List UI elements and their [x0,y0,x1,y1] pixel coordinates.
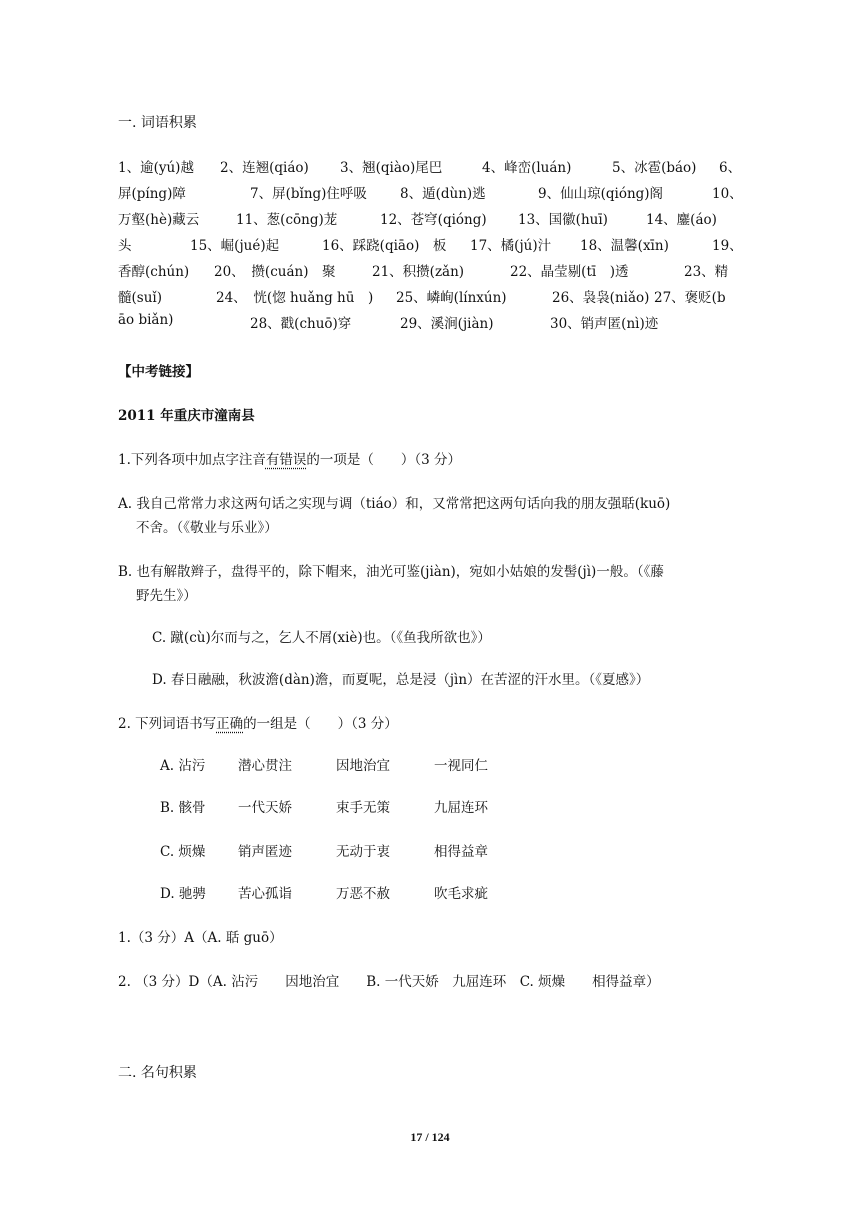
question-2-stem: 2. 下列词语书写正确的一组是（ ）（3 分） [118,716,398,732]
vocab-item: 头 [118,238,132,254]
vocab-line-1 [118,156,740,180]
vocab-item: 28、戳(chuō)穿 [250,316,352,332]
vocab-line-6 [118,286,740,310]
vocab-item: 20、 攒(cuán) 聚 [214,264,336,280]
vocab-line-7 [118,312,740,336]
question-1-option-c: C. 蹴(cù)尔而与之，乞人不屑(xiè)也。（《鱼我所欲也》） [152,630,491,646]
zhongkao-subtitle: 2011 年重庆市潼南县 [118,408,255,424]
vocab-item: 2、连翘(qiáo) [220,160,309,176]
vocab-item: 6、 [719,160,742,176]
vocab-line-5 [118,260,740,284]
vocab-item: 19、 [712,238,743,254]
emphasis-text: 有错误 [265,452,307,468]
question-1-stem: 1.下列各项中加点字注音有错误的一项是（ ）（3 分） [118,452,462,468]
question-1-option-b-line2: 野先生》） [136,588,197,604]
section-title-quotes: 二. 名句积累 [118,1065,197,1081]
vocab-item: 18、温馨(xīn) [580,238,669,254]
vocab-item: 27、褒贬(b [654,290,726,306]
vocab-line-3 [118,208,740,232]
vocab-item: 23、精 [684,264,729,280]
vocab-item: 3、翘(qiào)尾巴 [340,160,443,176]
vocab-item: 24、 恍(惚 huǎng hū ) [216,290,374,306]
vocab-line-4 [118,234,743,258]
vocab-item: 16、踩跷(qiāo) 板 [322,238,447,254]
vocab-item: 万壑(hè)藏云 [118,212,200,228]
vocab-item: 7、屏(bǐng)住呼吸 [250,186,367,202]
answer-2: 2. （3 分）D（A. 沾污 因地治宜 B. 一代天娇 九屈连环 C. 烦燥 相得益章） [118,974,660,990]
question-1-option-a-line2: 不舍。（《敬业与乐业》） [136,520,278,536]
vocab-block [118,156,743,336]
vocab-item: 30、销声匿(nì)迹 [550,316,659,332]
question-2-option-c: C. 烦燥 销声匿迹 无动于衷 相得益章 [160,844,488,860]
vocab-item: 25、嶙峋(línxún) [396,290,507,306]
question-2-option-d: D. 驰骋 苦心孤诣 万恶不赦 吹毛求疵 [160,886,488,902]
vocab-item: 5、冰雹(báo) [612,160,697,176]
question-1-option-d: D. 春日融融，秋波澹(dàn)澹，而夏呢，总是浸（jìn）在苦涩的汗水里。（《夏感》） [152,672,650,688]
question-2-option-b: B. 骸骨 一代天娇 束手无策 九屈连环 [160,800,488,816]
vocab-item: 1、逾(yú)越 [118,160,194,176]
vocab-item: 17、橘(jú)汁 [470,238,552,254]
section-title-vocab: 一. 词语积累 [118,115,197,131]
vocab-line-2 [118,182,743,206]
vocab-item: 11、葱(cōng)茏 [236,212,338,228]
vocab-item: 21、积攒(zǎn) [372,264,465,280]
answer-1: 1.（3 分）A（A. 聒 guō） [118,930,283,946]
page-number: 17 / 124 [410,1130,450,1144]
zhongkao-heading: 【中考链接】 [118,364,199,380]
vocab-item: 26、袅袅(niǎo) [552,290,650,306]
vocab-item: 29、溪涧(jiàn) [400,316,494,332]
vocab-item: 4、峰峦(luán) [482,160,572,176]
vocab-item: 髓(suǐ) [118,290,162,306]
vocab-item: 13、国徽(huī) [518,212,608,228]
vocab-item: 9、仙山琼(qióng)阁 [538,186,664,202]
question-1-option-b-line1: B. 也有解散辫子，盘得平的，除下帽来，油光可鉴(jiàn)，宛如小姑娘的发髻(jì)一般。（《藤 [118,564,664,580]
vocab-item: 香醇(chún) [118,264,190,280]
vocab-item: 8、遁(dùn)逃 [400,186,486,202]
vocab-item: 12、苍穹(qióng) [380,212,487,228]
vocab-item: 屏(píng)障 [118,186,186,202]
question-1-option-a-line1: A. 我自己常常力求这两句话之实现与调（tiáo）和，又常常把这两句话向我的朋友强聒(kuō) [118,496,671,512]
vocab-item: āo biǎn) [118,312,174,328]
emphasis-text: 正确 [216,716,244,732]
vocab-item: 14、鏖(áo) [646,212,717,228]
vocab-item: 10、 [712,186,743,202]
vocab-item: 15、崛(jué)起 [190,238,280,254]
question-2-option-a: A. 沾污 潜心贯注 因地治宜 一视同仁 [160,758,488,774]
vocab-item: 22、晶莹剔(tī )透 [510,264,629,280]
